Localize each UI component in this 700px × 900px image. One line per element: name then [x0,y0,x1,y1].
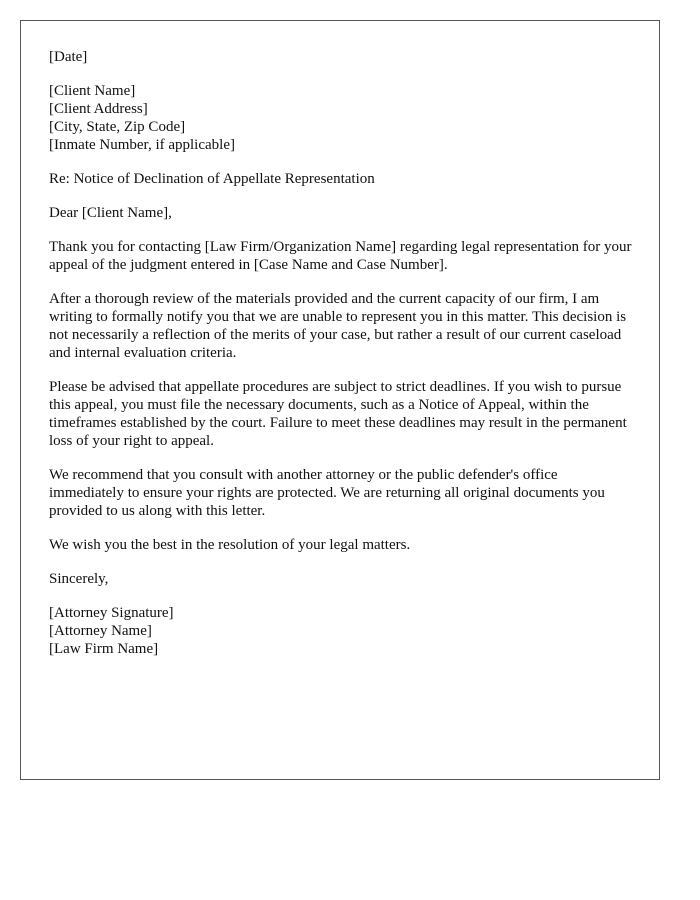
paragraph-text: We recommend that you consult with another attorney or the public defender's office immediately to ensure your rights are protected. We are returning all original documents you provided to us along with this letter. [49,467,605,519]
paragraph-text: Thank you for contacting [Law Firm/Organization Name] regarding legal representation for your appeal of the judgment entered in [Case Name and Case Number]. [49,239,632,273]
attorney-signature: [Attorney Signature] [49,605,174,621]
paragraph-text: After a thorough review of the materials provided and the current capacity of our firm, I am writing to formally notify you that we are unable to represent you in this matter. This decision is not necessarily a reflection of the merits of your case, but rather a result of our current caseload and internal evaluation criteria. [49,291,627,361]
recipient-name: [Client Name] [49,83,136,99]
recipient-address: [Client Address] [49,101,148,117]
paragraph-text: Please be advised that appellate procedures are subject to strict deadlines. If you wish to pursue this appeal, you must file the necessary documents, such as a Notice of Appeal, within the timeframes established by the court. Failure to meet these deadlines may result in the permanent loss of your right to appeal. [49,379,627,449]
attorney-name: [Attorney Name] [49,623,152,639]
paragraph-3 [49,378,634,450]
subject-line: Re: Notice of Declination of Appellate Representation [49,171,375,187]
paragraph-4 [49,466,634,520]
paragraph-1 [49,238,634,274]
recipient-city-state-zip: [City, State, Zip Code] [49,119,186,135]
salutation: Dear [Client Name], [49,205,172,221]
paragraph-5 [49,536,634,554]
recipient-inmate-number: [Inmate Number, if applicable] [49,137,235,153]
subject-block [49,170,634,188]
closing: Sincerely, [49,571,109,587]
signature-block [49,604,634,658]
letter-body [49,48,634,658]
closing-block [49,570,634,588]
paragraph-2 [49,290,634,362]
letter-date: [Date] [49,49,88,65]
recipient-address-block [49,82,634,154]
salutation-block [49,204,634,222]
paragraph-text: We wish you the best in the resolution of your legal matters. [49,537,411,553]
law-firm-name: [Law Firm Name] [49,641,159,657]
date-block [49,48,634,66]
letter-frame [20,20,660,780]
